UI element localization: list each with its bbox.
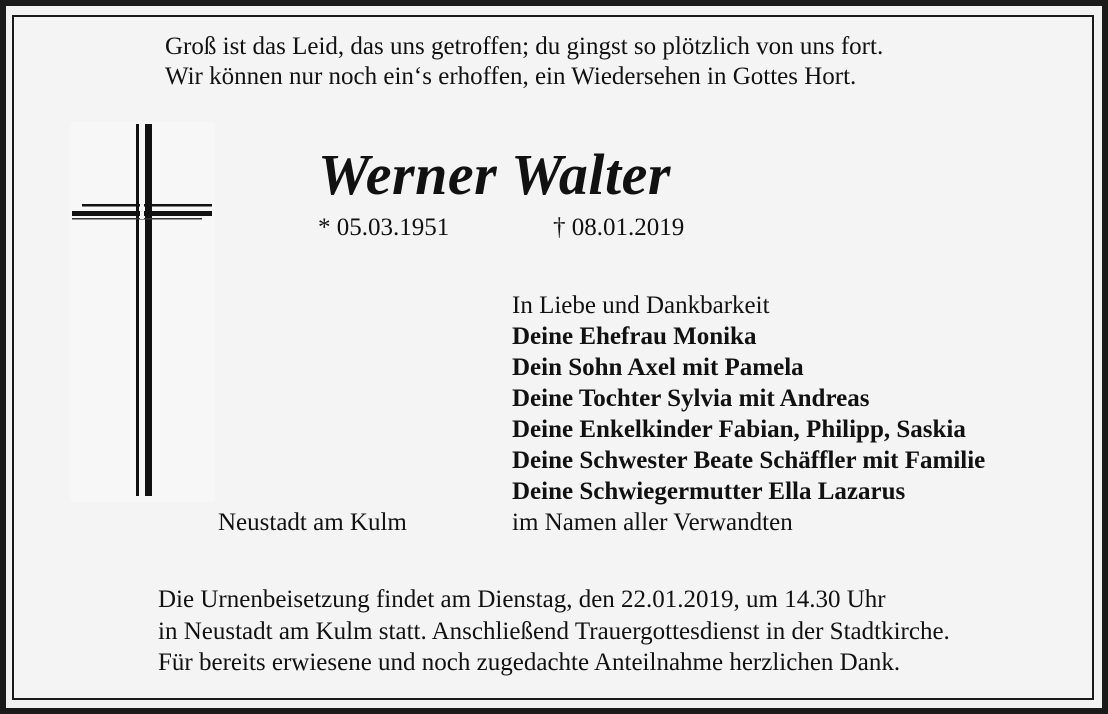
funeral-info-line-3: Für bereits erwiesene und noch zugedachte Anteilnahme herzlichen Dank.	[158, 649, 901, 676]
funeral-info-line-1: Die Urnenbeisetzung findet am Dienstag, den 22.01.2019, um 14.30 Uhr	[158, 586, 886, 613]
deceased-name: Werner Walter	[318, 142, 671, 207]
place-of-residence: Neustadt am Kulm	[218, 509, 407, 536]
mourner-line: Deine Tochter Sylvia mit Andreas	[512, 385, 870, 412]
funeral-info-line-2: in Neustadt am Kulm statt. Anschließend Trauergottesdienst in der Stadtkirche.	[158, 618, 950, 645]
verse-line-1: Groß ist das Leid, das uns getroffen; du gingst so plötzlich von uns fort.	[165, 33, 884, 60]
mourner-line: Dein Sohn Axel mit Pamela	[512, 354, 804, 381]
verse-line-2: Wir können nur noch ein‘s erhoffen, ein Wiedersehen in Gottes Hort.	[165, 63, 857, 90]
mourner-line: Deine Enkelkinder Fabian, Philipp, Saskia	[512, 416, 966, 443]
cross-icon	[70, 122, 215, 502]
mourner-line: Deine Schwester Beate Schäffler mit Familie	[512, 447, 986, 474]
mourners-outro: im Namen aller Verwandten	[512, 509, 793, 536]
mourner-line: Deine Ehefrau Monika	[512, 323, 757, 350]
death-date: † 08.01.2019	[553, 214, 685, 241]
birth-date: * 05.03.1951	[318, 214, 450, 241]
mourners-intro: In Liebe und Dankbarkeit	[512, 292, 770, 319]
mourner-line: Deine Schwiegermutter Ella Lazarus	[512, 478, 906, 505]
